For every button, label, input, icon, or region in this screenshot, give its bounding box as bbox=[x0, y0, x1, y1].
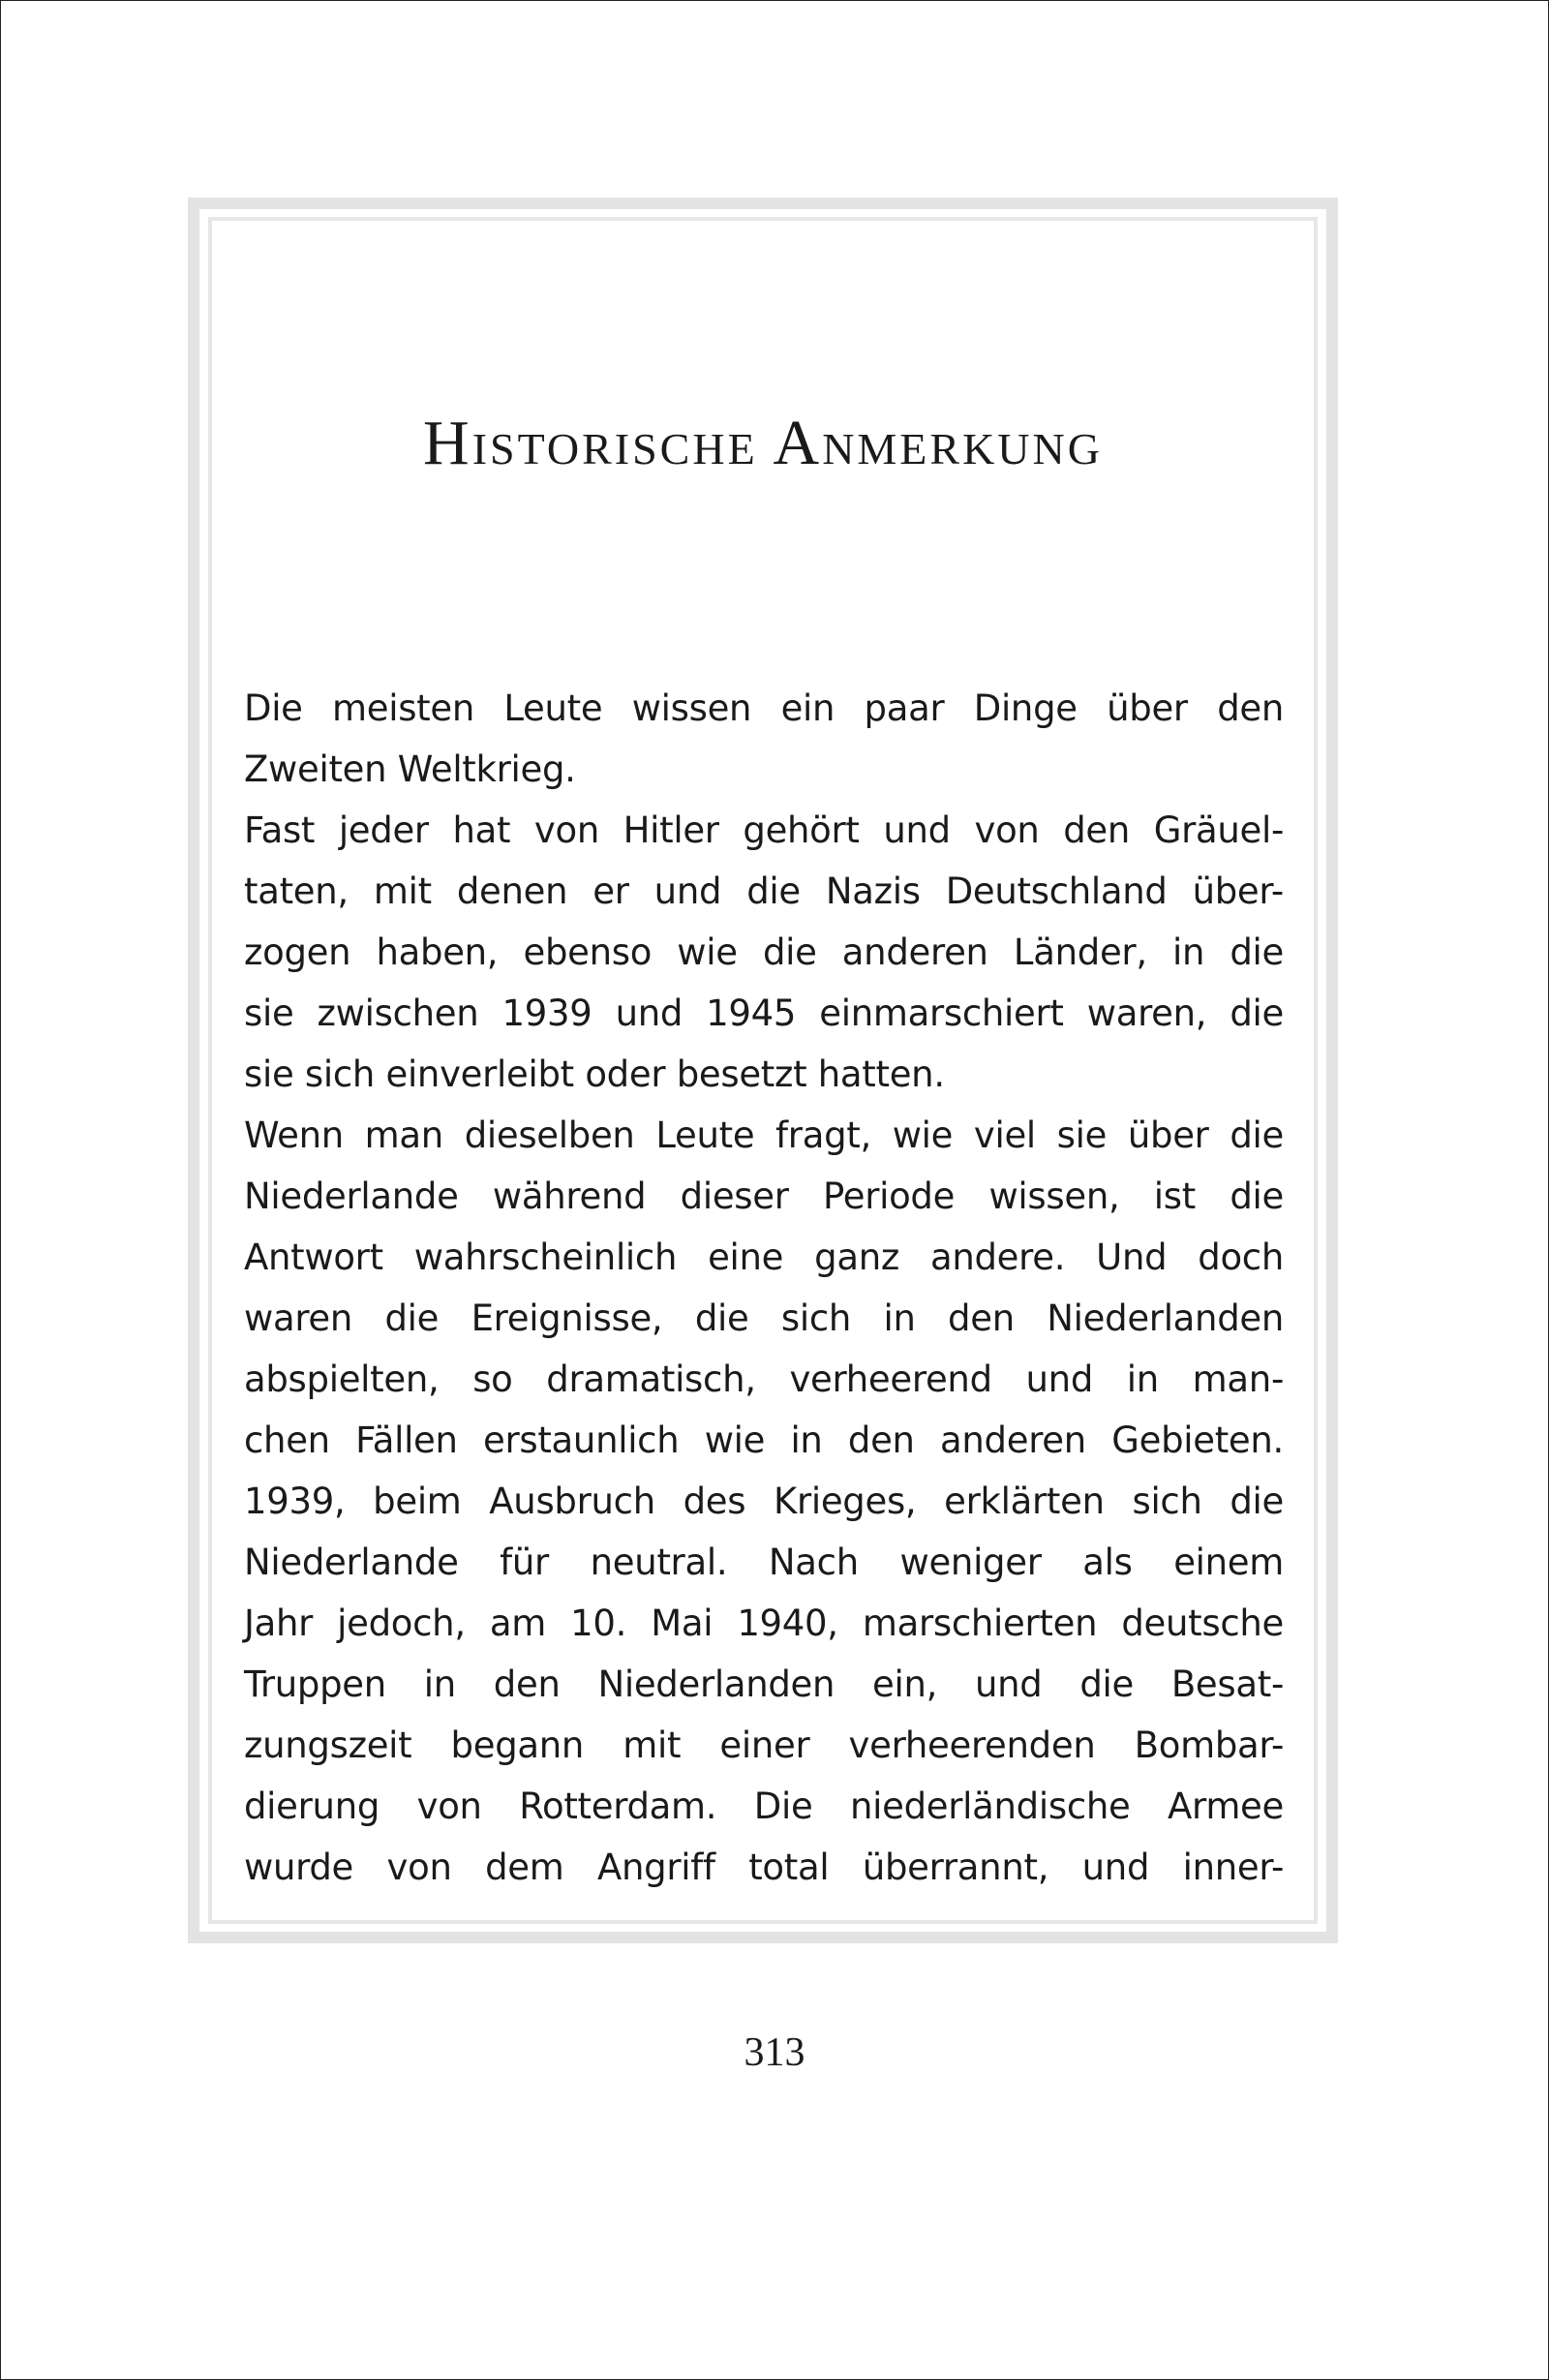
text-line: Wenn man dieselben Leute fragt, wie viel sie über die bbox=[244, 1114, 1284, 1156]
body-text bbox=[244, 678, 1284, 1898]
text-line: zungszeit begann mit einer verheerenden Bombar- bbox=[244, 1724, 1284, 1766]
chapter-title: Historische Anmerkung bbox=[423, 408, 1103, 478]
text-line: Jahr jedoch, am 10. Mai 1940, marschierten deutsche bbox=[244, 1602, 1284, 1644]
text-line: Zweiten Weltkrieg. bbox=[244, 748, 576, 790]
text-line: Niederlande während dieser Periode wissen, ist die bbox=[244, 1175, 1284, 1217]
text-line: 1939, beim Ausbruch des Krieges, erklärten sich die bbox=[244, 1480, 1284, 1522]
text-line: abspielten, so dramatisch, verheerend und in man- bbox=[244, 1358, 1284, 1400]
text-line: Antwort wahrscheinlich eine ganz andere. Und doch bbox=[244, 1236, 1284, 1278]
text-line: wurde von dem Angriff total überrannt, und inner- bbox=[244, 1846, 1284, 1888]
text-line: taten, mit denen er und die Nazis Deutschland über- bbox=[244, 870, 1284, 912]
text-line: zogen haben, ebenso wie die anderen Länder, in die bbox=[244, 931, 1284, 973]
page-number: 313 bbox=[744, 2030, 805, 2075]
text-line: Fast jeder hat von Hitler gehört und von den Gräuel- bbox=[244, 809, 1284, 851]
text-line: waren die Ereignisse, die sich in den Niederlanden bbox=[244, 1297, 1284, 1339]
text-line: sie zwischen 1939 und 1945 einmarschiert waren, die bbox=[244, 992, 1284, 1034]
text-line: dierung von Rotterdam. Die niederländische Armee bbox=[244, 1785, 1284, 1827]
text-line: chen Fällen erstaunlich wie in den anderen Gebieten. bbox=[244, 1419, 1284, 1461]
text-line: sie sich einverleibt oder besetzt hatten. bbox=[244, 1053, 945, 1095]
text-line: Niederlande für neutral. Nach weniger als einem bbox=[244, 1541, 1284, 1583]
text-line: Die meisten Leute wissen ein paar Dinge über den bbox=[244, 687, 1284, 729]
text-line: Truppen in den Niederlanden ein, und die Besat- bbox=[244, 1663, 1284, 1705]
